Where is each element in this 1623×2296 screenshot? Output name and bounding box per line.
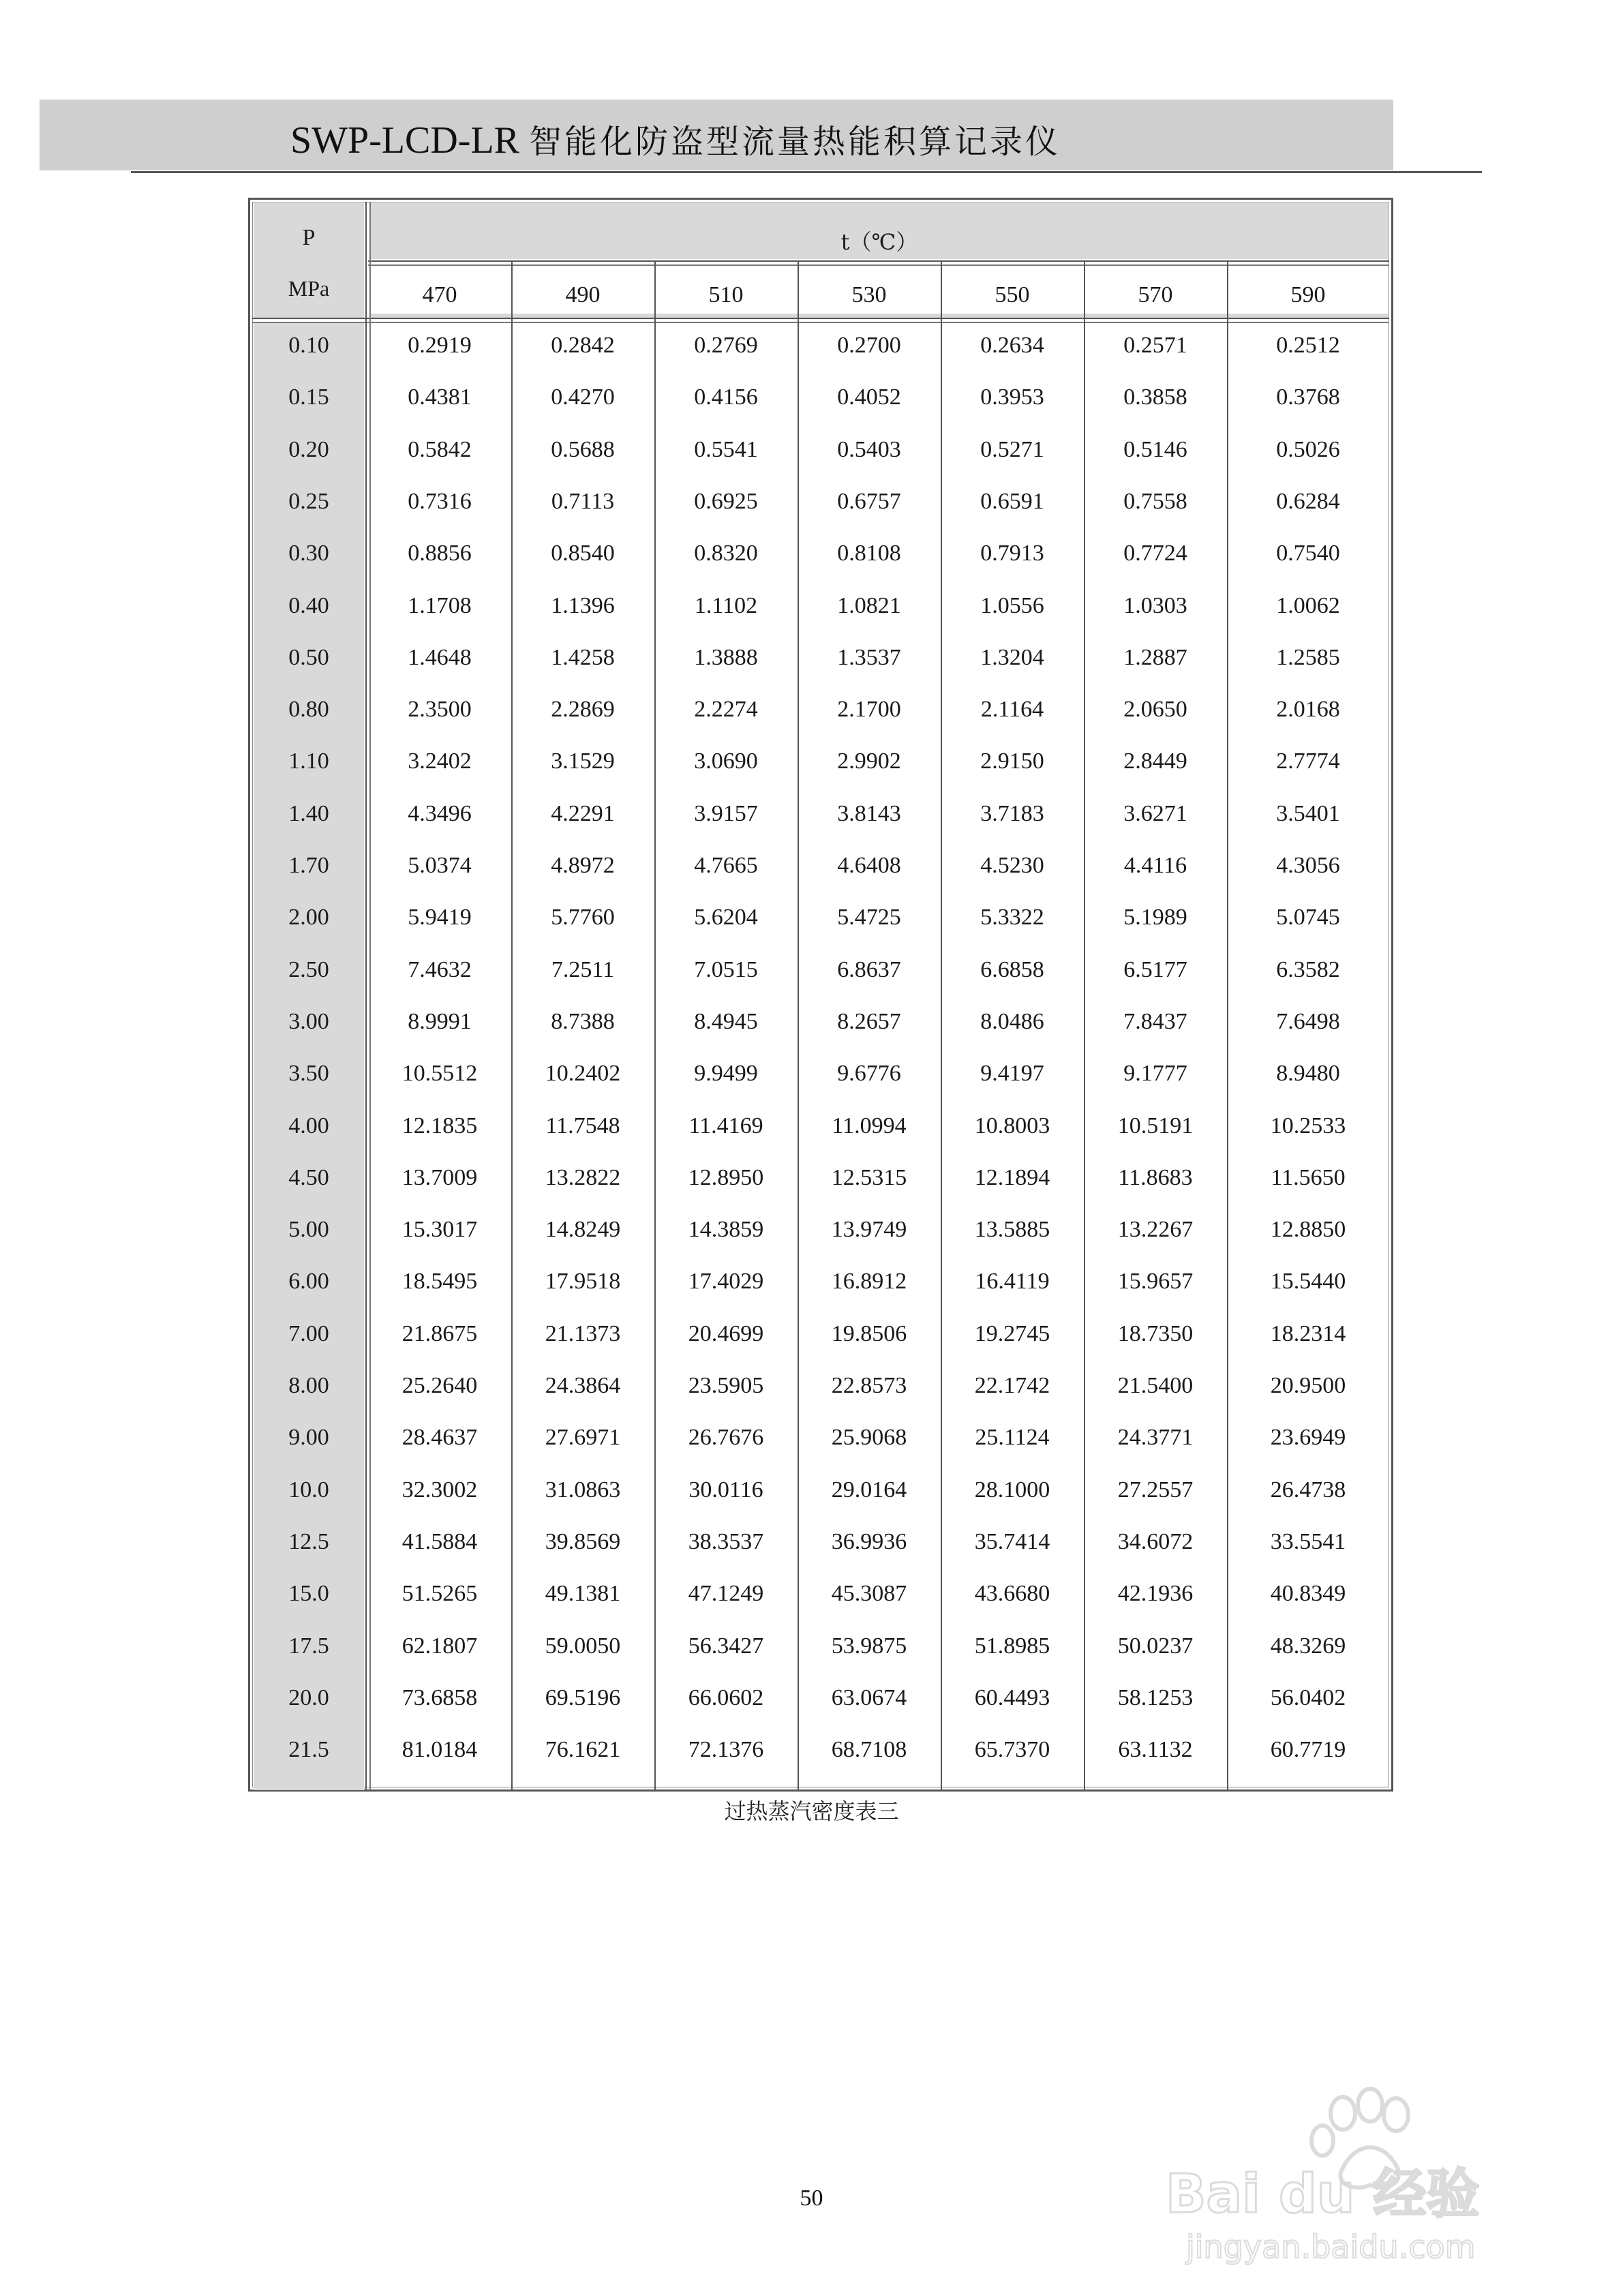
- density-value: 66.0602: [688, 1685, 764, 1710]
- density-value: 3.9157: [694, 800, 758, 826]
- density-value: 8.9991: [408, 1008, 472, 1034]
- density-value: 9.4197: [980, 1061, 1044, 1087]
- column-header: 470: [422, 282, 457, 307]
- density-value: 0.2512: [1276, 333, 1340, 358]
- density-value: 31.0863: [545, 1477, 621, 1502]
- pressure-value: 20.0: [288, 1685, 329, 1710]
- pressure-value: 6.00: [288, 1269, 329, 1295]
- density-value: 29.0164: [831, 1477, 907, 1502]
- density-value: 7.4632: [408, 956, 472, 982]
- density-value: 13.7009: [401, 1164, 478, 1190]
- density-value: 11.4169: [688, 1113, 763, 1138]
- density-value: 49.1381: [545, 1581, 621, 1607]
- pressure-value: 9.00: [288, 1425, 329, 1451]
- density-value: 2.7774: [1276, 749, 1340, 774]
- density-value: 0.3858: [1123, 384, 1187, 410]
- density-value: 4.3496: [408, 800, 472, 826]
- density-value: 18.7350: [1117, 1320, 1194, 1346]
- density-value: 0.5146: [1123, 436, 1187, 462]
- density-value: 0.2634: [980, 333, 1044, 358]
- density-value: 2.0650: [1123, 697, 1187, 723]
- density-value: 4.4116: [1123, 853, 1187, 878]
- density-value: 1.1102: [694, 592, 758, 618]
- density-value: 25.2640: [401, 1373, 478, 1398]
- density-value: 7.0515: [694, 956, 758, 982]
- density-value: 1.0062: [1276, 592, 1340, 618]
- density-value: 8.0486: [980, 1008, 1044, 1034]
- density-value: 4.8972: [551, 853, 615, 878]
- density-value: 1.3888: [694, 644, 758, 670]
- watermark-url: jingyan.baidu.com: [1186, 2229, 1476, 2265]
- density-value: 56.0402: [1270, 1685, 1346, 1710]
- density-value: 2.1700: [837, 697, 901, 723]
- density-value: 12.5315: [831, 1164, 907, 1190]
- density-value: 0.6284: [1276, 488, 1340, 514]
- column-header: 530: [851, 282, 887, 307]
- pressure-value: 7.00: [288, 1320, 329, 1346]
- page-number: 50: [800, 2186, 823, 2211]
- pressure-value: 15.0: [288, 1581, 329, 1607]
- pressure-value: 0.80: [288, 697, 329, 723]
- density-value: 16.4119: [975, 1269, 1050, 1295]
- density-value: 47.1249: [688, 1581, 764, 1607]
- density-value: 10.5191: [1117, 1113, 1194, 1138]
- density-value: 68.7108: [831, 1737, 907, 1763]
- density-value: 20.9500: [1270, 1373, 1346, 1398]
- title-description: 智能化防盗型流量热能积算记录仪: [529, 123, 1061, 161]
- pressure-value: 12.5: [288, 1528, 329, 1554]
- density-value: 2.9902: [837, 749, 901, 774]
- density-value: 3.7183: [980, 800, 1044, 826]
- density-value: 30.0116: [688, 1477, 763, 1502]
- density-value: 5.1989: [1123, 905, 1187, 931]
- density-value: 51.5265: [401, 1581, 478, 1607]
- pressure-value: 3.00: [288, 1008, 329, 1034]
- density-value: 73.6858: [401, 1685, 478, 1710]
- density-value: 0.6591: [980, 488, 1044, 514]
- p-unit: MPa: [288, 276, 330, 301]
- density-value: 69.5196: [545, 1685, 621, 1710]
- density-value: 36.9936: [831, 1528, 907, 1554]
- density-value: 0.2700: [837, 333, 901, 358]
- density-value: 0.8856: [408, 541, 472, 567]
- density-value: 0.8540: [551, 541, 615, 567]
- density-value: 34.6072: [1117, 1528, 1194, 1554]
- density-value: 48.3269: [1270, 1633, 1346, 1659]
- density-value: 0.2769: [694, 333, 758, 358]
- density-value: 22.8573: [831, 1373, 907, 1398]
- density-value: 7.6498: [1276, 1008, 1340, 1034]
- density-value: 19.8506: [831, 1320, 907, 1346]
- density-value: 27.2557: [1117, 1477, 1194, 1502]
- pressure-value: 0.50: [288, 644, 329, 670]
- pressure-value: 0.20: [288, 436, 329, 462]
- density-value: 0.5688: [551, 436, 615, 462]
- density-value: 0.3953: [980, 384, 1044, 410]
- density-value: 0.4052: [837, 384, 901, 410]
- density-value: 10.8003: [974, 1113, 1050, 1138]
- density-value: 9.9499: [694, 1061, 758, 1087]
- density-value: 1.4258: [551, 644, 615, 670]
- pressure-value: 21.5: [288, 1737, 329, 1763]
- density-value: 0.2919: [408, 333, 472, 358]
- density-value: 3.2402: [408, 749, 472, 774]
- column-header: 570: [1138, 282, 1173, 307]
- density-value: 0.2571: [1123, 333, 1187, 358]
- density-value: 2.9150: [980, 749, 1044, 774]
- density-value: 12.1894: [974, 1164, 1050, 1190]
- density-value: 35.7414: [974, 1528, 1050, 1554]
- density-value: 42.1936: [1117, 1581, 1194, 1607]
- density-value: 21.5400: [1117, 1373, 1194, 1398]
- density-value: 5.4725: [837, 905, 901, 931]
- pressure-value: 4.50: [288, 1164, 329, 1190]
- density-value: 13.5885: [974, 1217, 1050, 1243]
- density-value: 60.7719: [1270, 1737, 1346, 1763]
- density-value: 21.1373: [545, 1320, 621, 1346]
- pressure-value: 17.5: [288, 1633, 329, 1659]
- density-value: 12.1835: [401, 1113, 478, 1138]
- density-value: 12.8850: [1270, 1217, 1346, 1243]
- density-value: 8.9480: [1276, 1061, 1340, 1087]
- density-value: 0.4381: [408, 384, 472, 410]
- density-value: 18.2314: [1270, 1320, 1346, 1346]
- watermark-brand: Bai du 经验: [1166, 2164, 1480, 2225]
- density-value: 63.1132: [1118, 1737, 1193, 1763]
- density-value: 2.2274: [694, 697, 758, 723]
- page-title: [290, 113, 1061, 168]
- density-value: 23.6949: [1270, 1425, 1346, 1451]
- header-divider-double: [368, 265, 1389, 266]
- density-value: 9.6776: [837, 1061, 901, 1087]
- density-value: 19.2745: [974, 1320, 1050, 1346]
- pressure-value: 0.15: [288, 384, 329, 410]
- density-value: 0.5271: [980, 436, 1044, 462]
- title-model: SWP-LCD-LR: [290, 119, 519, 162]
- density-value: 3.1529: [551, 749, 615, 774]
- pressure-value: 4.00: [288, 1113, 329, 1138]
- density-value: 40.8349: [1270, 1581, 1346, 1607]
- density-value: 2.3500: [408, 697, 472, 723]
- density-value: 0.7540: [1276, 541, 1340, 567]
- density-value: 72.1376: [688, 1737, 764, 1763]
- density-value: 0.7558: [1123, 488, 1187, 514]
- density-value: 14.3859: [688, 1217, 764, 1243]
- density-value: 0.6757: [837, 488, 901, 514]
- density-value: 11.5650: [1271, 1164, 1346, 1190]
- density-value: 10.2402: [545, 1061, 621, 1087]
- density-value: 26.7676: [688, 1425, 764, 1451]
- density-value: 0.8108: [837, 541, 901, 567]
- p-column-divider: [365, 202, 367, 1790]
- density-value: 3.8143: [837, 800, 901, 826]
- density-value: 1.1708: [408, 592, 472, 618]
- density-value: 28.4637: [401, 1425, 478, 1451]
- density-value: 1.4648: [408, 644, 472, 670]
- density-value: 6.8637: [837, 956, 901, 982]
- density-value: 53.9875: [831, 1633, 907, 1659]
- density-value: 5.0374: [408, 853, 472, 878]
- density-value: 5.3322: [980, 905, 1044, 931]
- density-value: 5.7760: [551, 905, 615, 931]
- density-value: 1.3204: [980, 644, 1044, 670]
- pressure-value: 1.10: [288, 749, 329, 774]
- header-bottom-line: [252, 318, 1389, 319]
- density-value: 45.3087: [831, 1581, 907, 1607]
- pressure-value: 5.00: [288, 1217, 329, 1243]
- density-value: 59.0050: [545, 1633, 621, 1659]
- density-value: 43.6680: [974, 1581, 1050, 1607]
- density-value: 3.6271: [1123, 800, 1187, 826]
- density-value: 9.1777: [1123, 1061, 1187, 1087]
- density-value: 62.1807: [401, 1633, 478, 1659]
- density-value: 50.0237: [1117, 1633, 1194, 1659]
- density-value: 6.5177: [1123, 956, 1187, 982]
- density-value: 1.0303: [1123, 592, 1187, 618]
- column-header: 550: [995, 282, 1030, 307]
- density-value: 3.5401: [1276, 800, 1340, 826]
- density-value: 15.3017: [401, 1217, 478, 1243]
- density-value: 2.0168: [1276, 697, 1340, 723]
- pressure-value: 0.40: [288, 592, 329, 618]
- density-value: 56.3427: [688, 1633, 764, 1659]
- density-value: 2.8449: [1123, 749, 1187, 774]
- density-value: 8.7388: [551, 1008, 615, 1034]
- density-value: 18.5495: [401, 1269, 478, 1295]
- density-value: 2.1164: [980, 697, 1044, 723]
- density-value: 11.7548: [545, 1113, 620, 1138]
- density-value: 1.3537: [837, 644, 901, 670]
- density-value: 1.1396: [551, 592, 615, 618]
- density-value: 0.4156: [694, 384, 758, 410]
- density-value: 5.0745: [1276, 905, 1340, 931]
- density-value: 10.2533: [1270, 1113, 1346, 1138]
- density-value: 0.5541: [694, 436, 758, 462]
- density-value: 0.4270: [551, 384, 615, 410]
- density-value: 41.5884: [401, 1528, 478, 1554]
- density-value: 23.5905: [688, 1373, 764, 1398]
- table-caption: 过热蒸汽密度表三: [724, 1798, 899, 1824]
- density-value: 13.9749: [831, 1217, 907, 1243]
- density-value: 0.3768: [1276, 384, 1340, 410]
- density-value: 6.3582: [1276, 956, 1340, 982]
- density-value: 8.4945: [694, 1008, 758, 1034]
- density-value: 38.3537: [688, 1528, 764, 1554]
- density-value: 4.2291: [551, 800, 615, 826]
- density-value: 0.7913: [980, 541, 1044, 567]
- density-value: 60.4493: [974, 1685, 1050, 1710]
- density-value: 1.0556: [980, 592, 1044, 618]
- density-value: 39.8569: [545, 1528, 621, 1554]
- p-label: P: [302, 225, 316, 250]
- density-value: 10.5512: [401, 1061, 478, 1087]
- pressure-value: 0.10: [288, 333, 329, 358]
- header-divider: [368, 260, 1389, 262]
- column-header: 590: [1290, 282, 1326, 307]
- density-value: 21.8675: [401, 1320, 478, 1346]
- density-value: 25.1124: [975, 1425, 1050, 1451]
- density-value: 14.8249: [545, 1217, 621, 1243]
- header-bottom-line-double: [252, 322, 1389, 323]
- density-value: 0.5026: [1276, 436, 1340, 462]
- pressure-value: 1.70: [288, 853, 329, 878]
- density-value: 20.4699: [688, 1320, 764, 1346]
- density-value: 0.8320: [694, 541, 758, 567]
- density-value: 0.7316: [408, 488, 472, 514]
- density-value: 0.5403: [837, 436, 901, 462]
- density-value: 58.1253: [1117, 1685, 1194, 1710]
- density-value: 22.1742: [974, 1373, 1050, 1398]
- density-value: 0.5842: [408, 436, 472, 462]
- density-value: 76.1621: [545, 1737, 621, 1763]
- density-value: 0.2842: [551, 333, 615, 358]
- pressure-value: 10.0: [288, 1477, 329, 1502]
- density-value: 51.8985: [974, 1633, 1050, 1659]
- density-value: 6.6858: [980, 956, 1044, 982]
- t-header: t（℃）: [840, 229, 918, 255]
- density-value: 65.7370: [974, 1737, 1050, 1763]
- density-value: 11.8683: [1118, 1164, 1193, 1190]
- baidu-jingyan-watermark: [1159, 2066, 1541, 2270]
- density-value: 15.5440: [1270, 1269, 1346, 1295]
- density-value: 4.6408: [837, 853, 901, 878]
- pressure-value: 2.00: [288, 905, 329, 931]
- column-header: 510: [708, 282, 744, 307]
- pressure-value: 2.50: [288, 956, 329, 982]
- density-value: 33.5541: [1270, 1528, 1346, 1554]
- density-value: 26.4738: [1270, 1477, 1346, 1502]
- density-value: 32.3002: [401, 1477, 478, 1502]
- pressure-value: 8.00: [288, 1373, 329, 1398]
- density-value: 63.0674: [831, 1685, 907, 1710]
- density-value: 4.3056: [1276, 853, 1340, 878]
- density-value: 27.6971: [545, 1425, 621, 1451]
- density-value: 3.0690: [694, 749, 758, 774]
- pressure-value: 3.50: [288, 1061, 329, 1087]
- density-value: 13.2822: [545, 1164, 621, 1190]
- density-value: 24.3771: [1117, 1425, 1194, 1451]
- pressure-value: 0.25: [288, 488, 329, 514]
- density-value: 7.2511: [551, 956, 615, 982]
- density-value: 28.1000: [974, 1477, 1050, 1502]
- density-value: 0.7724: [1123, 541, 1187, 567]
- density-value: 5.9419: [408, 905, 472, 931]
- density-value: 17.4029: [688, 1269, 764, 1295]
- density-value: 0.7113: [551, 488, 615, 514]
- density-value: 8.2657: [837, 1008, 901, 1034]
- density-value: 11.0994: [832, 1113, 907, 1138]
- column-header: 490: [565, 282, 601, 307]
- density-value: 24.3864: [545, 1373, 621, 1398]
- pressure-value: 0.30: [288, 541, 329, 567]
- density-value: 1.2585: [1276, 644, 1340, 670]
- density-value: 81.0184: [401, 1737, 478, 1763]
- density-value: 7.8437: [1123, 1008, 1187, 1034]
- density-value: 1.2887: [1123, 644, 1187, 670]
- density-value: 16.8912: [831, 1269, 907, 1295]
- density-value: 15.9657: [1117, 1269, 1194, 1295]
- density-value: 12.8950: [688, 1164, 764, 1190]
- density-value: 13.2267: [1117, 1217, 1194, 1243]
- density-value: 5.6204: [694, 905, 758, 931]
- header-rule: [131, 171, 1482, 173]
- density-value: 1.0821: [837, 592, 901, 618]
- density-value: 25.9068: [831, 1425, 907, 1451]
- pressure-value: 1.40: [288, 800, 329, 826]
- density-value: 17.9518: [545, 1269, 621, 1295]
- density-value: 4.7665: [694, 853, 758, 878]
- density-value: 0.6925: [694, 488, 758, 514]
- density-value: 2.2869: [551, 697, 615, 723]
- density-value: 4.5230: [980, 853, 1044, 878]
